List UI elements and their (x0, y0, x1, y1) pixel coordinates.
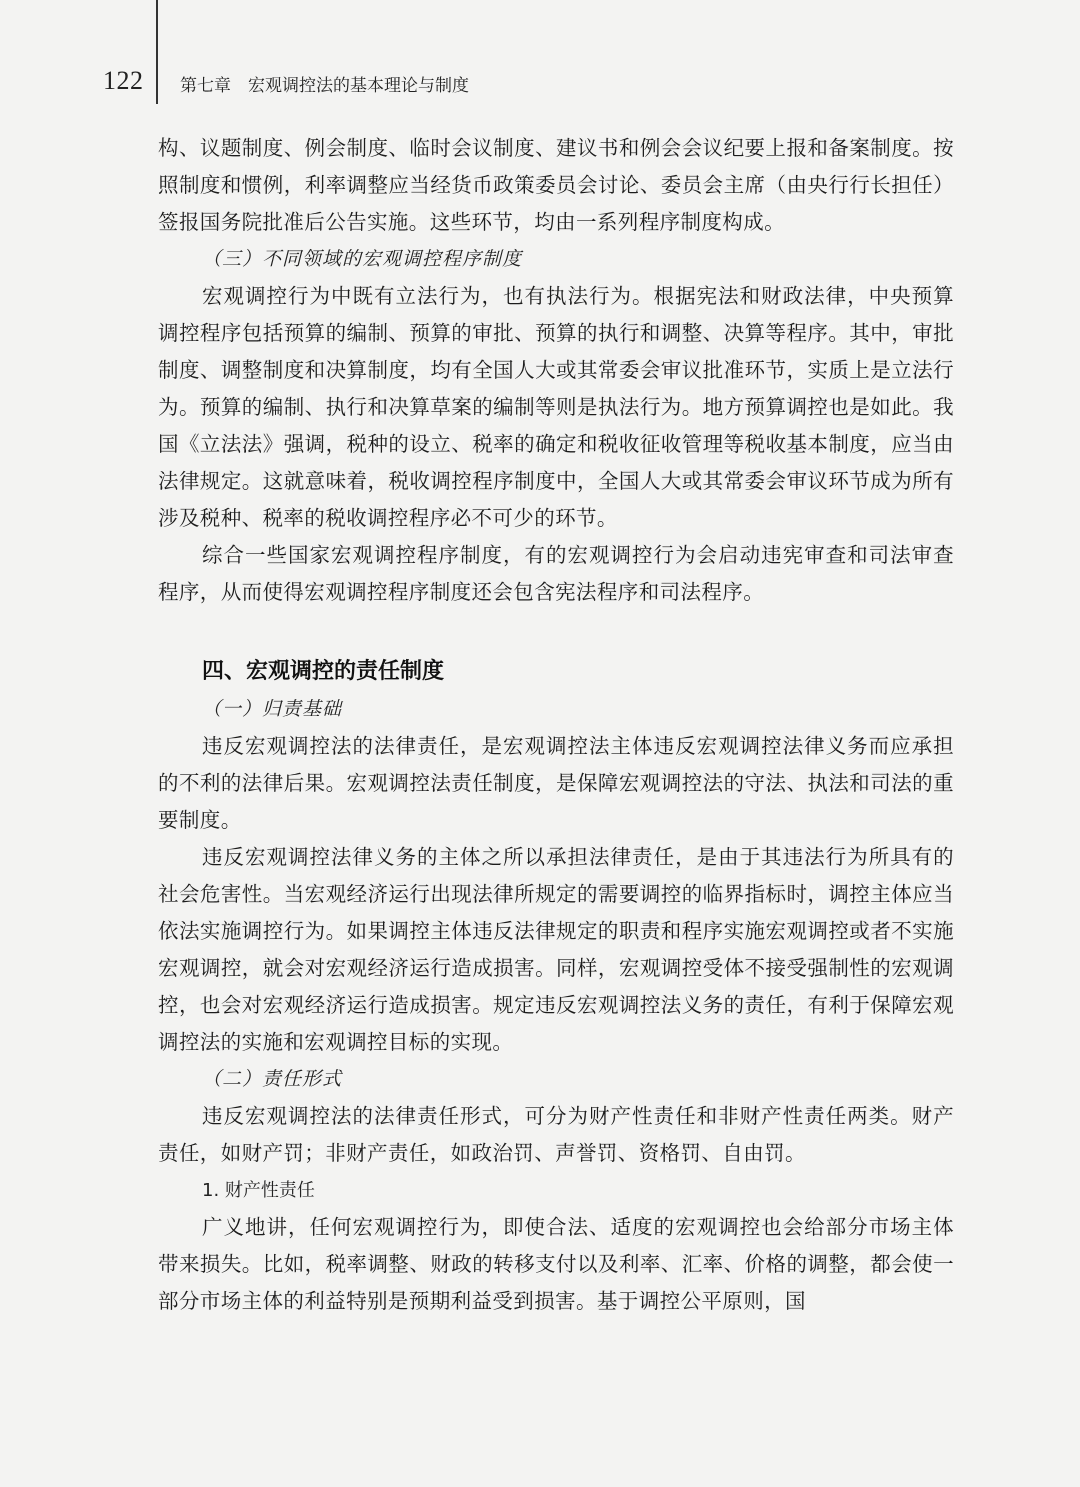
numbered-heading-property-liability: 1. 财产性责任 (202, 1180, 315, 1201)
subheading-procedures-by-field: （三）不同领域的宏观调控程序制度 (202, 248, 523, 270)
subheading-forms-of-liability: （二）责任形式 (202, 1068, 343, 1090)
paragraph-budget-tax-procedures: 宏观调控行为中既有立法行为，也有执法行为。根据宪法和财政法律，中央预算调控程序包括预算的编制、预算的审批、预算的执行和调整、决算等程序。其中，审批制度、调整制度和决算制度，均有全国人大或其常委会审议批准环节，实质上是立法行为。预算的编制、执行和决算草案的编制等则是执法行为。地方预算调控也是如此。我国《立法法》强调，税种的设立、税率的确定和税收征收管理等税收基本制度，应当由法律规定。这就意味着，税收调控程序制度中，全国人大或其常委会审议环节成为所有涉及税种、税率的税收调控程序必不可少的环节。 (158, 284, 954, 530)
paragraph-constitutional-review: 综合一些国家宏观调控程序制度，有的宏观调控行为会启动违宪审查和司法审查程序，从而使得宏观调控程序制度还会包含宪法程序和司法程序。 (158, 543, 954, 604)
paragraph-liability-forms: 违反宏观调控法的法律责任形式，可分为财产性责任和非财产性责任两类。财产责任，如财产罚；非财产责任，如政治罚、声誉罚、资格罚、自由罚。 (158, 1104, 954, 1165)
header-divider (156, 0, 158, 104)
page-body (158, 130, 954, 1320)
chapter-title: 第七章 宏观调控法的基本理论与制度 (180, 76, 469, 96)
subheading-basis-of-liability: （一）归责基础 (202, 698, 343, 720)
section-heading-liability: 四、宏观调控的责任制度 (202, 659, 445, 684)
paragraph-social-harm: 违反宏观调控法律义务的主体之所以承担法律责任，是由于其违法行为所具有的社会危害性。当宏观经济运行出现法律所规定的需要调控的临界指标时，调控主体应当依法实施调控行为。如果调控主体违反法律规定的职责和程序实施宏观调控或者不实施宏观调控，就会对宏观经济运行造成损害。同样，宏观调控受体不接受强制性的宏观调控，也会对宏观经济运行造成损害。规定违反宏观调控法义务的责任，有利于保障宏观调控法的实施和宏观调控目标的实现。 (158, 845, 954, 1054)
paragraph-continuation: 构、议题制度、例会制度、临时会议制度、建议书和例会会议纪要上报和备案制度。按照制度和惯例，利率调整应当经货币政策委员会讨论、委员会主席（由央行行长担任）签报国务院批准后公告实施。这些环节，均由一系列程序制度构成。 (158, 136, 954, 234)
page-number: 122 (103, 66, 144, 95)
page-header (0, 0, 1080, 110)
paragraph-legal-liability-definition: 违反宏观调控法的法律责任，是宏观调控法主体违反宏观调控法律义务而应承担的不利的法律后果。宏观调控法责任制度，是保障宏观调控法的守法、执法和司法的重要制度。 (158, 734, 954, 832)
paragraph-property-liability: 广义地讲，任何宏观调控行为，即使合法、适度的宏观调控也会给部分市场主体带来损失。比如，税率调整、财政的转移支付以及利率、汇率、价格的调整，都会使一部分市场主体的利益特别是预期利益受到损害。基于调控公平原则，国 (158, 1215, 954, 1313)
